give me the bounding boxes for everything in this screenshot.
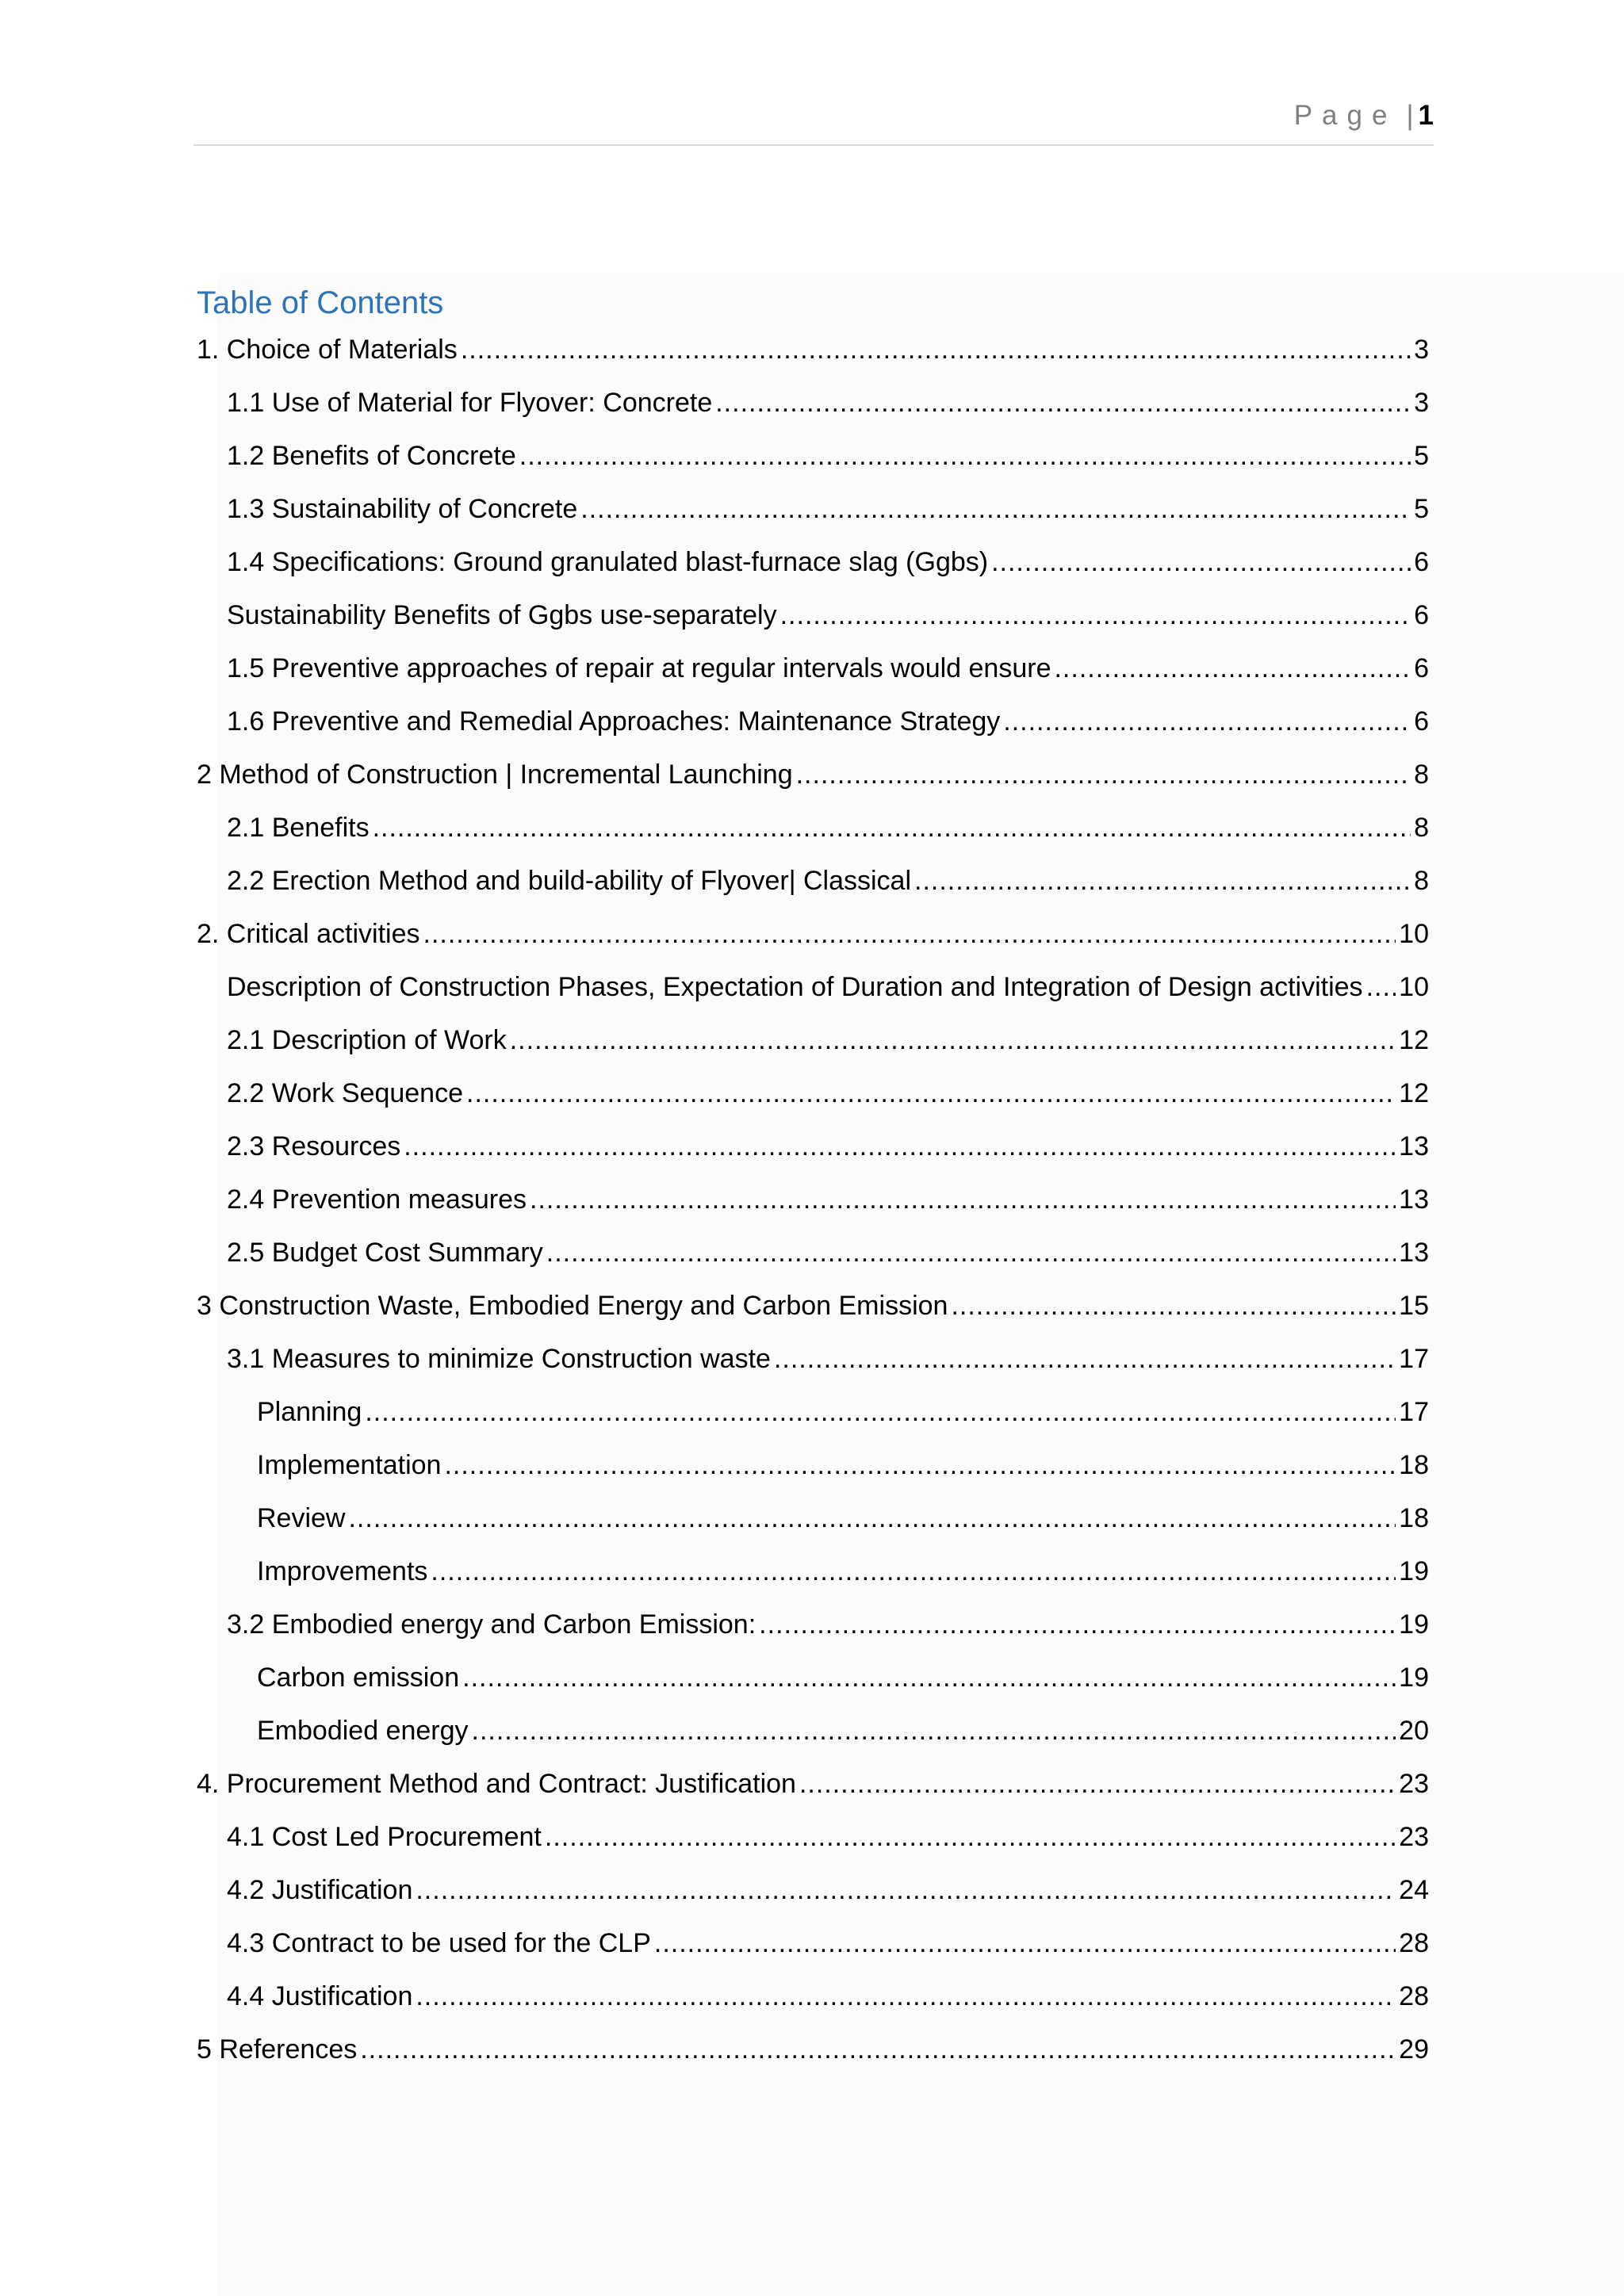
toc-entry-page: 8	[1414, 866, 1429, 896]
toc-entry-label: Sustainability Benefits of Ggbs use-separately	[227, 600, 777, 630]
toc-entry-label: Implementation	[257, 1450, 442, 1480]
dot-leader	[431, 1545, 1396, 1598]
toc-title: Table of Contents	[197, 285, 444, 320]
dot-leader	[796, 748, 1411, 802]
toc-entry[interactable]	[197, 1970, 1429, 2023]
toc-entry-label: 5 References	[197, 2034, 358, 2064]
toc-entry-page: 5	[1414, 441, 1429, 471]
toc-entry-page: 28	[1399, 1928, 1429, 1958]
toc-entry-page: 13	[1399, 1184, 1429, 1215]
toc-entry-label: 2.2 Work Sequence	[227, 1078, 463, 1108]
toc-entry-label: 1.5 Preventive approaches of repair at regular intervals would ensure	[227, 653, 1051, 683]
toc-entry[interactable]	[197, 1917, 1429, 1970]
toc-entry-label: 2.5 Budget Cost Summary	[227, 1238, 543, 1268]
toc-entry-page: 18	[1399, 1450, 1429, 1480]
toc-entry[interactable]	[197, 642, 1429, 695]
toc-entry-label: 4.1 Cost Led Procurement	[227, 1822, 542, 1852]
toc-entry-page: 8	[1414, 760, 1429, 790]
toc-entry-page: 12	[1399, 1025, 1429, 1055]
toc-entry-page: 17	[1399, 1344, 1429, 1374]
toc-entry[interactable]	[197, 323, 1429, 377]
dot-leader	[654, 1917, 1396, 1970]
dot-leader	[360, 2023, 1396, 2076]
toc-entry-label: 4.3 Contract to be used for the CLP	[227, 1928, 651, 1958]
toc-entry[interactable]	[197, 1333, 1429, 1386]
toc-entry-page: 19	[1399, 1556, 1429, 1586]
toc-entry[interactable]	[197, 1280, 1429, 1333]
toc-entry-label: 1.4 Specifications: Ground granulated blast-furnace slag (Ggbs)	[227, 547, 989, 577]
toc-entry-page: 29	[1399, 2034, 1429, 2064]
toc-entry-page: 24	[1399, 1875, 1429, 1905]
toc-entry[interactable]	[197, 1598, 1429, 1651]
dot-leader	[466, 1067, 1396, 1120]
toc-entry-page: 13	[1399, 1131, 1429, 1161]
toc-entry-label: 2.1 Description of Work	[227, 1025, 507, 1055]
dot-leader	[510, 1014, 1396, 1067]
toc-entry-label: 1.6 Preventive and Remedial Approaches: Maintenance Strategy	[227, 706, 1001, 737]
toc-entry[interactable]	[197, 1758, 1429, 1811]
toc-entry[interactable]	[197, 1120, 1429, 1173]
dot-leader	[545, 1811, 1396, 1864]
toc-entry[interactable]	[197, 1651, 1429, 1705]
toc-entry-page: 18	[1399, 1503, 1429, 1533]
dot-leader	[951, 1280, 1396, 1333]
dot-leader	[914, 855, 1411, 908]
dot-leader	[1054, 642, 1411, 695]
dot-leader	[373, 802, 1411, 855]
toc-entry-label: 1.3 Sustainability of Concrete	[227, 494, 578, 524]
dot-leader	[1366, 961, 1396, 1014]
dot-leader	[799, 1758, 1396, 1811]
dot-leader	[404, 1120, 1396, 1173]
toc-entry-label: Description of Construction Phases, Expectation of Duration and Integration of Design activities	[227, 972, 1363, 1002]
dot-leader	[462, 1651, 1396, 1705]
toc-entry-page: 10	[1399, 972, 1429, 1002]
toc-entry[interactable]	[197, 1173, 1429, 1226]
table-of-contents	[197, 277, 1429, 2076]
toc-entry-label: 2. Critical activities	[197, 919, 420, 949]
toc-entry-page: 28	[1399, 1981, 1429, 2011]
dot-leader	[759, 1598, 1396, 1651]
toc-entry-page: 3	[1414, 388, 1429, 418]
toc-entry-label: Embodied energy	[257, 1716, 469, 1746]
toc-entry-page: 23	[1399, 1822, 1429, 1852]
dot-leader	[472, 1705, 1396, 1758]
toc-entry[interactable]	[197, 483, 1429, 536]
dot-leader	[365, 1386, 1396, 1439]
dot-leader	[519, 430, 1411, 483]
toc-entry[interactable]	[197, 1386, 1429, 1439]
dot-leader	[348, 1492, 1396, 1545]
dot-leader	[780, 589, 1411, 642]
toc-entry-label: 1.1 Use of Material for Flyover: Concrete	[227, 388, 713, 418]
dot-leader	[1003, 695, 1411, 748]
toc-entry-label: 4. Procurement Method and Contract: Justification	[197, 1769, 796, 1799]
toc-entry-page: 15	[1399, 1291, 1429, 1321]
toc-entry[interactable]	[197, 1226, 1429, 1280]
toc-entry[interactable]	[197, 1439, 1429, 1492]
toc-entry[interactable]	[197, 855, 1429, 908]
dot-leader	[416, 1864, 1396, 1917]
dot-leader	[715, 377, 1411, 430]
toc-entry[interactable]	[197, 908, 1429, 961]
dot-leader	[546, 1226, 1396, 1280]
toc-entry-label: 2 Method of Construction | Incremental Launching	[197, 760, 793, 790]
page-header	[193, 94, 1434, 146]
toc-entry[interactable]	[197, 2023, 1429, 2076]
toc-entry-label: 3 Construction Waste, Embodied Energy and Carbon Emission	[197, 1291, 948, 1321]
toc-entry-page: 6	[1414, 547, 1429, 577]
toc-entry[interactable]	[197, 748, 1429, 802]
toc-entry-label: 3.1 Measures to minimize Construction waste	[227, 1344, 771, 1374]
toc-entry[interactable]	[197, 1545, 1429, 1598]
toc-entry[interactable]	[197, 1864, 1429, 1917]
toc-entry-page: 17	[1399, 1397, 1429, 1427]
page-number: 1	[1418, 100, 1434, 131]
toc-entry-page: 10	[1399, 919, 1429, 949]
toc-entry-page: 6	[1414, 600, 1429, 630]
toc-entry[interactable]	[197, 1067, 1429, 1120]
toc-entry[interactable]	[197, 1705, 1429, 1758]
toc-entry-page: 19	[1399, 1609, 1429, 1640]
toc-entry-page: 8	[1414, 813, 1429, 843]
toc-entry-label: Carbon emission	[257, 1663, 460, 1693]
toc-entry-page: 6	[1414, 706, 1429, 737]
toc-entry-page: 20	[1399, 1716, 1429, 1746]
toc-list	[197, 323, 1429, 2076]
toc-entry-label: Review	[257, 1503, 346, 1533]
toc-entry[interactable]	[197, 695, 1429, 748]
toc-entry[interactable]	[197, 589, 1429, 642]
toc-entry[interactable]	[197, 802, 1429, 855]
toc-entry[interactable]	[197, 1811, 1429, 1864]
toc-entry-label: 2.2 Erection Method and build-ability of Flyover| Classical	[227, 866, 912, 896]
toc-entry-page: 19	[1399, 1663, 1429, 1693]
dot-leader	[774, 1333, 1396, 1386]
toc-entry-page: 13	[1399, 1238, 1429, 1268]
page-separator: |	[1406, 100, 1414, 131]
toc-entry-label: 2.1 Benefits	[227, 813, 370, 843]
page-word: Page	[1293, 100, 1397, 131]
toc-entry[interactable]	[197, 961, 1429, 1014]
dot-leader	[423, 908, 1396, 961]
toc-entry-label: 2.3 Resources	[227, 1131, 401, 1161]
dot-leader	[416, 1970, 1396, 2023]
dot-leader	[530, 1173, 1396, 1226]
dot-leader	[461, 323, 1411, 377]
toc-entry-label: Planning	[257, 1397, 362, 1427]
toc-entry-label: 4.4 Justification	[227, 1981, 413, 2011]
toc-entry[interactable]	[197, 377, 1429, 430]
toc-entry-label: 4.2 Justification	[227, 1875, 413, 1905]
toc-entry-label: 1. Choice of Materials	[197, 335, 458, 365]
toc-entry-label: Improvements	[257, 1556, 428, 1586]
toc-entry[interactable]	[197, 430, 1429, 483]
toc-entry-label: 1.2 Benefits of Concrete	[227, 441, 516, 471]
toc-entry-page: 23	[1399, 1769, 1429, 1799]
toc-entry-label: 3.2 Embodied energy and Carbon Emission:	[227, 1609, 756, 1640]
toc-entry-page: 12	[1399, 1078, 1429, 1108]
toc-entry-page: 6	[1414, 653, 1429, 683]
dot-leader	[444, 1439, 1396, 1492]
toc-entry[interactable]	[197, 1492, 1429, 1545]
toc-entry-page: 3	[1414, 335, 1429, 365]
dot-leader	[991, 536, 1411, 589]
toc-entry-label: 2.4 Prevention measures	[227, 1184, 527, 1215]
toc-entry[interactable]	[197, 1014, 1429, 1067]
dot-leader	[580, 483, 1411, 536]
toc-entry[interactable]	[197, 536, 1429, 589]
toc-entry-page: 5	[1414, 494, 1429, 524]
